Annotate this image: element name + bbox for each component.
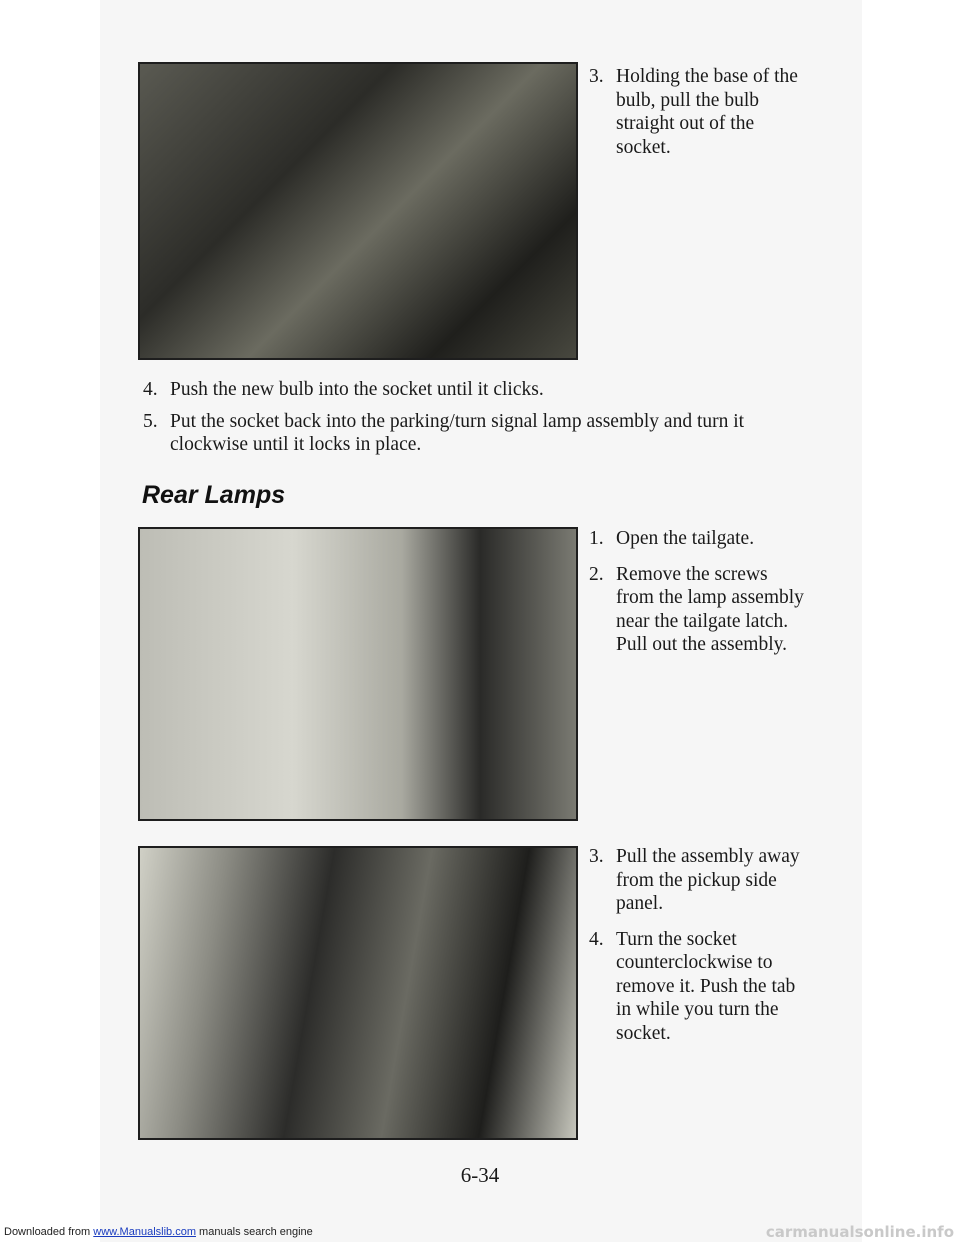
- step-text: Turn the socket counterclockwise to remove it. Push the tab in while you turn the socket.: [616, 928, 796, 1044]
- step-list-3: [589, 845, 809, 1057]
- bulb-socket-photo: [138, 62, 578, 360]
- list-item: [589, 65, 809, 159]
- list-item: [589, 928, 809, 1046]
- lamp-assembly-photo: [138, 846, 578, 1140]
- step-text: Remove the screws from the lamp assembly near the tailgate latch. Pull out the assembly.: [616, 563, 804, 655]
- step-number: 4.: [589, 928, 604, 950]
- step-text: Holding the base of the bulb, pull the bulb straight out of the socket.: [616, 66, 798, 158]
- watermark: carmanualsonline.info: [765, 1223, 954, 1241]
- step-list-2: [589, 527, 809, 669]
- section-heading: Rear Lamps: [142, 481, 286, 509]
- step-list-1b: [143, 378, 803, 465]
- footer-prefix: Downloaded from: [4, 1226, 91, 1238]
- download-footer: [4, 1226, 313, 1238]
- step-number: 5.: [143, 410, 158, 432]
- step-number: 4.: [143, 379, 158, 400]
- list-item: [589, 845, 809, 916]
- step-number: 3.: [589, 66, 604, 87]
- step-text: Push the new bulb into the socket until it clicks.: [170, 379, 544, 400]
- list-item: [143, 410, 803, 457]
- step-text: Open the tailgate.: [616, 528, 755, 549]
- screwdriver-photo: [138, 527, 578, 821]
- step-number: 1.: [589, 528, 604, 549]
- footer-suffix: manuals search engine: [199, 1226, 313, 1238]
- page-number: 6-34: [460, 1163, 500, 1187]
- list-item: [143, 378, 803, 402]
- step-text: Pull the assembly away from the pickup side panel.: [616, 846, 800, 914]
- manualslib-link[interactable]: www.Manualslib.com: [93, 1226, 196, 1238]
- step-number: 2.: [589, 563, 604, 585]
- step-list-1: [589, 65, 809, 171]
- step-text: Put the socket back into the parking/turn signal lamp assembly and turn it clockwise until it locks in place.: [170, 410, 745, 455]
- step-number: 3.: [589, 846, 604, 867]
- list-item: [589, 563, 809, 657]
- list-item: [589, 527, 809, 551]
